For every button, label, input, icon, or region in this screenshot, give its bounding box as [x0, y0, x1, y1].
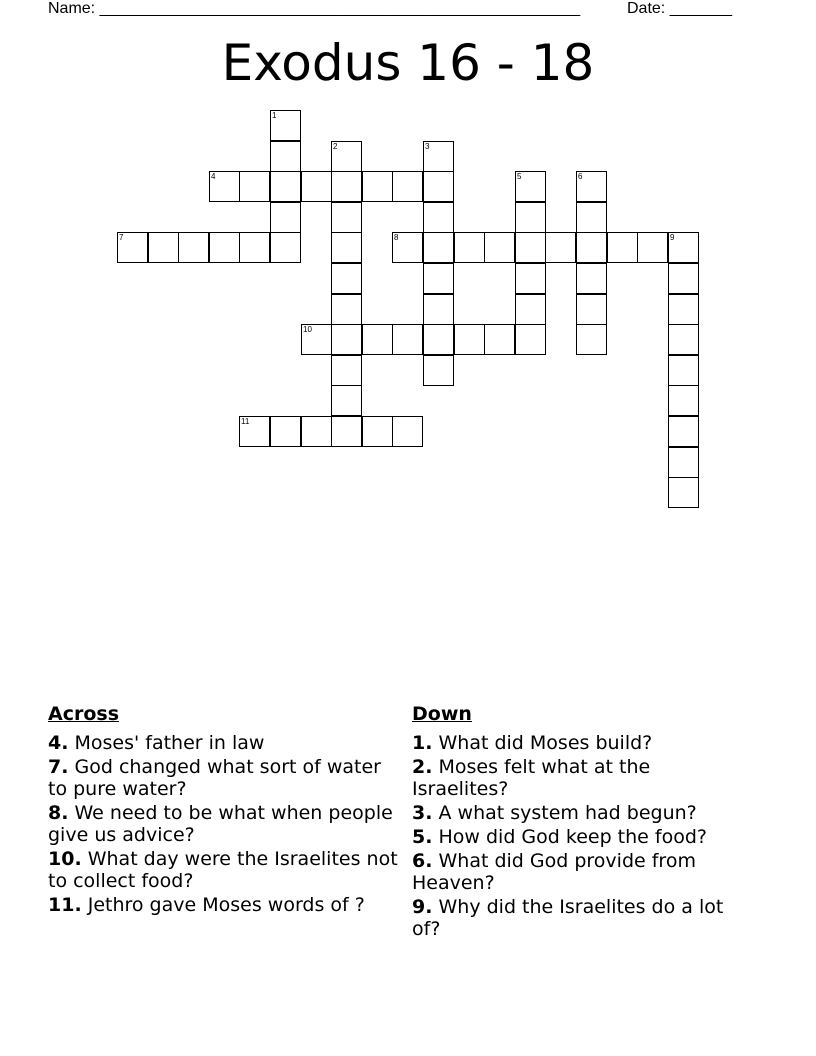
cell-number: 7: [119, 233, 124, 242]
crossword-cell[interactable]: [178, 232, 209, 263]
crossword-cell[interactable]: [331, 416, 362, 447]
cell-number: 1: [272, 111, 277, 120]
crossword-cell[interactable]: [209, 232, 240, 263]
crossword-cell[interactable]: [515, 294, 546, 325]
crossword-cell[interactable]: [576, 232, 607, 263]
crossword-cell[interactable]: [331, 355, 362, 386]
clue-text: What did Moses build?: [438, 732, 653, 754]
down-heading: Down: [412, 703, 472, 725]
crossword-cell[interactable]: [668, 232, 699, 263]
crossword-cell[interactable]: [270, 202, 301, 233]
crossword-cell[interactable]: [239, 232, 270, 263]
clue-number: 2.: [412, 756, 433, 778]
clue-down-6: [412, 850, 752, 894]
crossword-cell[interactable]: [423, 141, 454, 172]
name-field-label: Name: ______________________________________________________: [48, 0, 581, 17]
crossword-cell[interactable]: [331, 141, 362, 172]
crossword-cell[interactable]: [668, 355, 699, 386]
crossword-cell[interactable]: [423, 324, 454, 355]
crossword-cell[interactable]: [148, 232, 179, 263]
crossword-cell[interactable]: [515, 263, 546, 294]
clue-number: 7.: [48, 756, 69, 778]
crossword-cell[interactable]: [331, 202, 362, 233]
cell-number: 10: [303, 325, 312, 334]
clue-text: We need to be what when people give us advice?: [48, 802, 393, 846]
clue-down-3: [412, 802, 752, 824]
page-title: Exodus 16 - 18: [221, 34, 595, 92]
clue-down-2: [412, 756, 752, 800]
crossword-cell[interactable]: [362, 324, 393, 355]
crossword-cell[interactable]: [668, 385, 699, 416]
crossword-cell[interactable]: [392, 416, 423, 447]
crossword-cell[interactable]: [484, 324, 515, 355]
clue-down-9: [412, 896, 752, 940]
crossword-cell[interactable]: [392, 232, 423, 263]
clue-down-5: [412, 826, 752, 848]
clue-across-4: [48, 732, 398, 754]
crossword-cell[interactable]: [331, 263, 362, 294]
crossword-cell[interactable]: [331, 232, 362, 263]
clue-text: Moses felt what at the Israelites?: [412, 756, 651, 800]
crossword-cell[interactable]: [423, 171, 454, 202]
clue-across-11: [48, 894, 398, 916]
crossword-cell[interactable]: [423, 202, 454, 233]
clue-text: Jethro gave Moses words of ?: [87, 894, 365, 916]
crossword-cell[interactable]: [668, 477, 699, 508]
crossword-cell[interactable]: [270, 110, 301, 141]
crossword-cell[interactable]: [637, 232, 668, 263]
crossword-cell[interactable]: [301, 324, 332, 355]
clue-number: 4.: [48, 732, 69, 754]
crossword-cell[interactable]: [362, 171, 393, 202]
crossword-cell[interactable]: [515, 232, 546, 263]
crossword-cell[interactable]: [331, 171, 362, 202]
crossword-cell[interactable]: [576, 171, 607, 202]
crossword-cell[interactable]: [117, 232, 148, 263]
clue-text: A what system had begun?: [438, 802, 697, 824]
across-clues: [48, 702, 398, 918]
crossword-cell[interactable]: [270, 416, 301, 447]
crossword-cell[interactable]: [668, 263, 699, 294]
crossword-cell[interactable]: [576, 202, 607, 233]
clue-text: What did God provide from Heaven?: [412, 850, 696, 894]
cell-number: 4: [211, 172, 216, 181]
cell-number: 8: [394, 233, 399, 242]
crossword-cell[interactable]: [331, 324, 362, 355]
crossword-cell[interactable]: [545, 232, 576, 263]
clue-text: Why did the Israelites do a lot of?: [412, 896, 724, 940]
cell-number: 3: [425, 142, 430, 151]
clue-number: 3.: [412, 802, 433, 824]
clue-number: 9.: [412, 896, 433, 918]
crossword-cell[interactable]: [301, 416, 332, 447]
crossword-cell[interactable]: [423, 294, 454, 325]
crossword-cell[interactable]: [423, 355, 454, 386]
clue-down-1: [412, 732, 752, 754]
clue-number: 5.: [412, 826, 433, 848]
crossword-cell[interactable]: [423, 232, 454, 263]
clue-number: 10.: [48, 848, 82, 870]
clue-across-8: [48, 802, 398, 846]
date-field-label: Date: _______: [627, 0, 732, 17]
crossword-cell[interactable]: [301, 171, 332, 202]
clue-number: 8.: [48, 802, 69, 824]
clue-number: 6.: [412, 850, 433, 872]
clue-across-10: [48, 848, 398, 892]
crossword-cell[interactable]: [454, 324, 485, 355]
cell-number: 2: [333, 142, 338, 151]
cell-number: 6: [578, 172, 583, 181]
crossword-cell[interactable]: [484, 232, 515, 263]
crossword-cell[interactable]: [576, 324, 607, 355]
crossword-cell[interactable]: [576, 263, 607, 294]
crossword-cell[interactable]: [454, 232, 485, 263]
crossword-cell[interactable]: [668, 324, 699, 355]
crossword-cell[interactable]: [515, 171, 546, 202]
cell-number: 11: [241, 417, 250, 426]
crossword-cell[interactable]: [576, 294, 607, 325]
crossword-cell[interactable]: [209, 171, 240, 202]
crossword-cell[interactable]: [515, 202, 546, 233]
crossword-cell[interactable]: [392, 171, 423, 202]
crossword-cell[interactable]: [668, 416, 699, 447]
clue-text: How did God keep the food?: [438, 826, 707, 848]
crossword-cell[interactable]: [270, 232, 301, 263]
crossword-cell[interactable]: [331, 385, 362, 416]
clue-text: God changed what sort of water to pure water?: [48, 756, 381, 800]
crossword-cell[interactable]: [515, 324, 546, 355]
crossword-cell[interactable]: [270, 171, 301, 202]
crossword-cell[interactable]: [668, 294, 699, 325]
clue-text: What day were the Israelites not to collect food?: [48, 848, 398, 892]
crossword-cell[interactable]: [392, 324, 423, 355]
down-clues: [412, 702, 752, 942]
clue-across-7: [48, 756, 398, 800]
crossword-cell[interactable]: [331, 294, 362, 325]
clue-number: 11.: [48, 894, 82, 916]
cell-number: 9: [670, 233, 675, 242]
cell-number: 5: [517, 172, 522, 181]
crossword-cell[interactable]: [270, 141, 301, 172]
clue-text: Moses' father in law: [74, 732, 265, 754]
across-heading: Across: [48, 703, 120, 725]
crossword-cell[interactable]: [362, 416, 393, 447]
crossword-cell[interactable]: [423, 263, 454, 294]
crossword-cell[interactable]: [607, 232, 638, 263]
crossword-cell[interactable]: [239, 171, 270, 202]
crossword-cell[interactable]: [668, 447, 699, 478]
clue-number: 1.: [412, 732, 433, 754]
crossword-cell[interactable]: [239, 416, 270, 447]
